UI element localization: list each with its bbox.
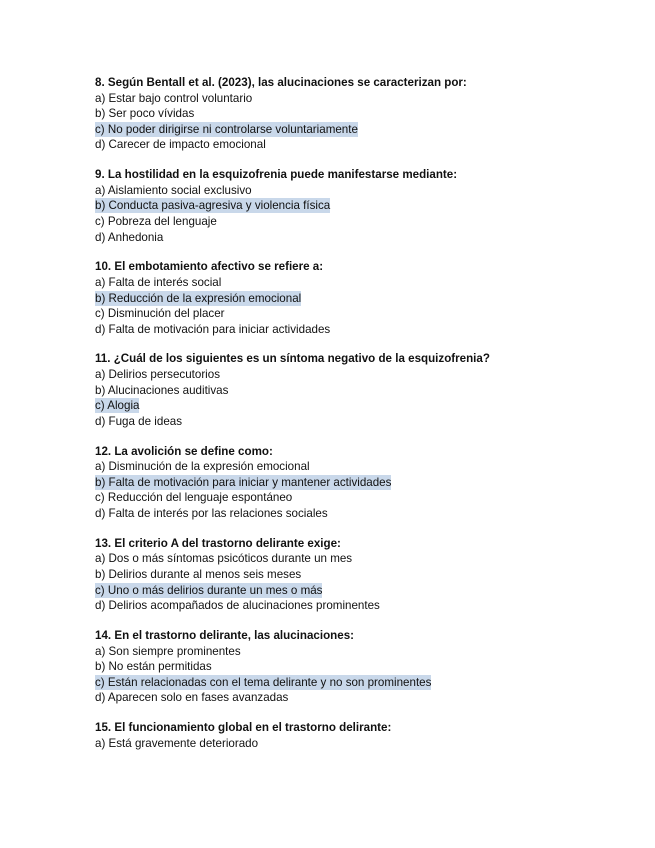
answer-option-text: a) Son siempre prominentes: [95, 644, 241, 658]
question-block: [95, 628, 615, 706]
answer-option: [95, 414, 615, 430]
answer-option: [95, 690, 615, 706]
answer-option-text: d) Falta de interés por las relaciones sociales: [95, 507, 328, 520]
answer-option: [95, 91, 615, 107]
answer-option: [95, 230, 615, 246]
question-title: 12. La avolición se define como:: [95, 444, 273, 458]
answer-option: [95, 137, 615, 153]
answer-option-text: b) Alucinaciones auditivas: [95, 383, 229, 397]
question-block: [95, 720, 615, 751]
answer-option-text: b) Ser poco vívidas: [95, 107, 195, 121]
answer-option-highlighted: [95, 675, 615, 691]
answer-option-text: b) No están permitidas: [95, 660, 212, 674]
question-title: 10. El embotamiento afectivo se refiere a:: [95, 260, 324, 274]
answer-option-text: c) Disminución del placer: [95, 307, 225, 321]
question-block: [95, 259, 615, 337]
question-list: [95, 75, 615, 751]
answer-option-highlighted: [95, 198, 615, 214]
answer-option: [95, 214, 615, 230]
answer-option-text: b) Falta de motivación para iniciar y mantener actividades: [95, 475, 392, 489]
answer-option-text: c) No poder dirigirse ni controlarse voluntariamente: [95, 122, 358, 136]
answer-option-text: c) Pobreza del lenguaje: [95, 214, 217, 228]
answer-option: [95, 306, 615, 322]
answer-option-text: c) Alogia: [95, 399, 140, 413]
question-block: [95, 536, 615, 614]
answer-option-text: a) Disminución de la expresión emocional: [95, 460, 310, 474]
question-title: 11. ¿Cuál de los siguientes es un síntoma negativo de la esquizofrenia?: [95, 352, 490, 366]
answer-option: [95, 598, 615, 614]
answer-option: [95, 183, 615, 199]
answer-option: [95, 106, 615, 122]
answer-option-text: a) Falta de interés social: [95, 275, 222, 289]
answer-option-highlighted: [95, 583, 615, 599]
question-block: [95, 167, 615, 245]
answer-option: [95, 567, 615, 583]
answer-option: [95, 659, 615, 675]
question-title: 9. La hostilidad en la esquizofrenia puede manifestarse mediante:: [95, 168, 458, 182]
answer-option-highlighted: [95, 122, 615, 138]
answer-option-text: a) Delirios persecutorios: [95, 368, 221, 382]
question-title: 13. El criterio A del trastorno delirante exige:: [95, 536, 341, 550]
answer-option-text: c) Están relacionadas con el tema delirante y no son prominentes: [95, 675, 432, 689]
answer-option: [95, 506, 615, 522]
answer-option-text: b) Conducta pasiva-agresiva y violencia física: [95, 199, 331, 213]
answer-option-text: a) Aislamiento social exclusivo: [95, 183, 252, 197]
answer-option: [95, 551, 615, 567]
answer-option: [95, 736, 615, 752]
answer-option-text: d) Delirios acompañados de alucinaciones prominentes: [95, 599, 380, 613]
answer-option-text: c) Reducción del lenguaje espontáneo: [95, 491, 293, 505]
answer-option: [95, 383, 615, 399]
answer-option-text: b) Delirios durante al menos seis meses: [95, 567, 302, 581]
question-title: 14. En el trastorno delirante, las alucinaciones:: [95, 628, 355, 642]
answer-option-text: d) Fuga de ideas: [95, 414, 183, 428]
answer-option-text: d) Carecer de impacto emocional: [95, 138, 266, 152]
answer-option-text: a) Estar bajo control voluntario: [95, 91, 253, 105]
answer-option-text: a) Está gravemente deteriorado: [95, 736, 259, 750]
question-block: [95, 351, 615, 429]
answer-option-highlighted: [95, 475, 615, 491]
answer-option: [95, 367, 615, 383]
answer-option-text: d) Anhedonia: [95, 230, 164, 244]
question-block: [95, 75, 615, 153]
answer-option: [95, 490, 615, 506]
question-block: [95, 444, 615, 522]
question-title: 15. El funcionamiento global en el trastorno delirante:: [95, 721, 392, 735]
answer-option: [95, 275, 615, 291]
question-title: 8. Según Bentall et al. (2023), las alucinaciones se caracterizan por:: [95, 76, 467, 89]
answer-option-highlighted: [95, 291, 615, 307]
answer-option-text: c) Uno o más delirios durante un mes o más: [95, 583, 323, 597]
answer-option: [95, 322, 615, 338]
answer-option-text: d) Aparecen solo en fases avanzadas: [95, 691, 289, 705]
answer-option-highlighted: [95, 398, 615, 414]
answer-option: [95, 459, 615, 475]
answer-option-text: d) Falta de motivación para iniciar actividades: [95, 322, 331, 336]
answer-option: [95, 644, 615, 660]
answer-option-text: b) Reducción de la expresión emocional: [95, 291, 302, 305]
answer-option-text: a) Dos o más síntomas psicóticos durante un mes: [95, 552, 353, 566]
